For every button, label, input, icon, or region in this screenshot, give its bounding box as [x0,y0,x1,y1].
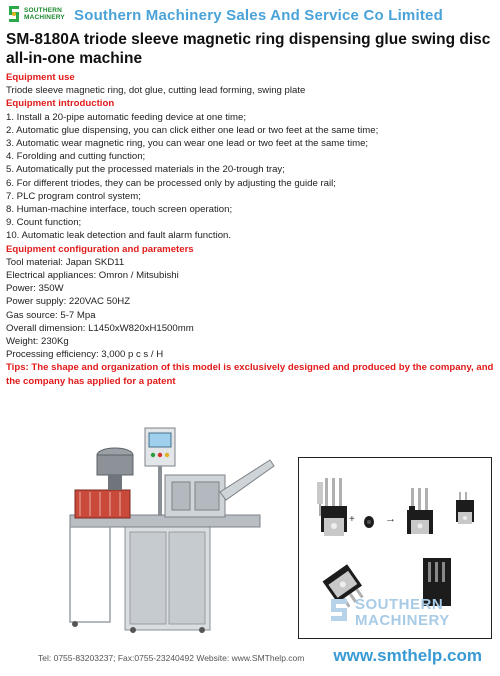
watermark-southern: SOUTHERN [355,596,444,613]
page-footer [0,645,500,676]
intro-item: 5. Automatically put the processed materials in the 20-trough tray; [6,164,285,176]
intro-item: 9. Count function; [6,217,82,229]
config-item: Power supply: 220VAC 50HZ [6,296,131,308]
intro-item: 1. Install a 20-pipe automatic feeding device at one time; [6,111,246,123]
intro-item: 8. Human-machine interface, touch screen operation; [6,204,233,216]
footer-website: www.smthelp.com [333,646,482,665]
section-heading-config: Equipment configuration and parameters [6,243,194,255]
section-heading-intro: Equipment introduction [6,98,115,110]
assembled-triode-icon [407,488,433,534]
company-logo [6,4,68,26]
formed-triode-icon [456,492,474,524]
machine-illustration [30,420,285,635]
intro-item: 2. Automatic glue dispensing, you can click either one lead or two feet at the same time; [6,124,379,136]
config-item: Power: 350W [6,283,64,295]
section-heading-use: Equipment use [6,72,75,83]
intro-item: 10. Automatic leak detection and fault alarm function. [6,230,232,242]
plus-sign: + [349,514,355,525]
triode-icon [317,478,347,536]
logo-mark-icon [6,4,22,24]
intro-item: 7. PLC program control system; [6,190,141,202]
intro-item: 6. For different triodes, they can be processed only by adjusting the guide rail; [6,177,336,189]
config-item: Weight: 230Kg [6,336,69,348]
logo-text-machinery: MACHINERY [24,14,65,21]
intro-item: 4. Forolding and cutting function; [6,151,146,163]
config-item: Electrical appliances: Omron / Mitsubishi [6,270,179,282]
intro-item: 3. Automatic wear magnetic ring, you can wear one lead or two feet at the same time; [6,138,369,150]
page-header [0,0,500,28]
config-item: Processing efficiency: 3,000 p c s / H [6,349,164,361]
use-text: Triode sleeve magnetic ring, dot glue, cutting lead forming, swing plate [6,85,306,97]
company-name: Southern Machinery Sales And Service Co Limited [74,7,443,24]
config-item: Overall dimension: L1450xW820xH1500mm [6,322,194,334]
magnetic-ring-icon [364,516,374,528]
watermark-machinery: MACHINERY [355,612,450,629]
config-item: Tool material: Japan SKD11 [6,256,125,268]
arrow-sign: → [385,513,396,525]
tips-note: Tips: The shape and organization of this model is exclusively designed and produced by the company, and the company has applied for a patent [6,362,494,387]
config-item: Gas source: 5-7 Mpa [6,309,96,321]
watermark-logo-icon [327,596,351,624]
footer-contact: Tel: 0755-83203237; Fax:0755-23240492 Website: www.SMThelp.com [38,653,305,663]
page-title: SM-8180A triode sleeve magnetic ring dispensing glue swing disc all-in-one machine [6,31,491,67]
spec-content [6,71,496,388]
parts-diagram [298,457,492,639]
logo-text-southern: SOUTHERN [24,7,63,14]
